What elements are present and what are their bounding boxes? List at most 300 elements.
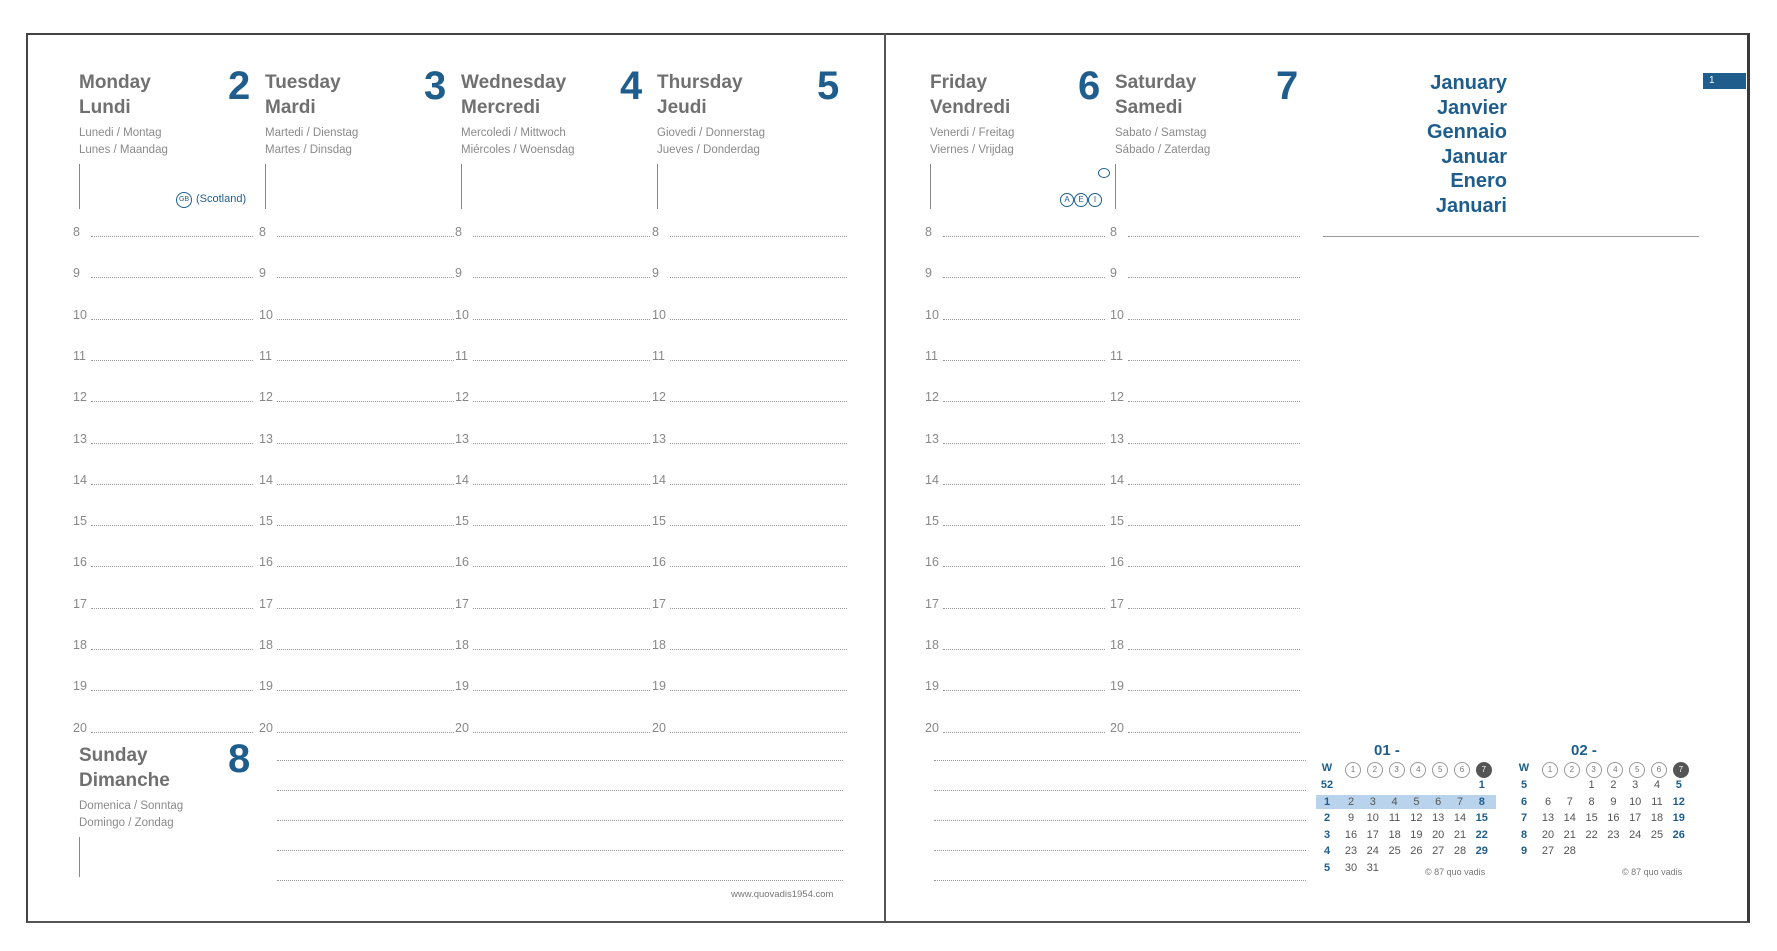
hour-label: 17 bbox=[259, 596, 273, 611]
hour-row-9[interactable] bbox=[259, 266, 454, 280]
calendar-day[interactable]: 21 bbox=[1563, 828, 1576, 841]
writing-line[interactable] bbox=[943, 732, 1105, 733]
writing-line[interactable] bbox=[473, 484, 650, 485]
hour-label: 11 bbox=[925, 348, 938, 363]
writing-line[interactable] bbox=[1128, 649, 1300, 650]
writing-line[interactable] bbox=[91, 525, 253, 526]
writing-line[interactable] bbox=[670, 401, 847, 402]
hour-row-8[interactable] bbox=[925, 225, 1105, 239]
hour-row-18[interactable] bbox=[925, 638, 1105, 652]
month-name: Januar bbox=[1441, 145, 1507, 168]
writing-line[interactable] bbox=[473, 401, 650, 402]
calendar-day[interactable]: 6 bbox=[1435, 795, 1442, 808]
calendar-day[interactable]: 9 bbox=[1610, 795, 1617, 808]
calendar-day[interactable]: 1 bbox=[1478, 779, 1485, 791]
writing-line[interactable] bbox=[943, 277, 1105, 278]
hour-label: 20 bbox=[1110, 720, 1124, 735]
hour-label: 14 bbox=[1110, 472, 1124, 487]
hour-row-17[interactable] bbox=[925, 597, 1105, 611]
calendar-day[interactable]: 6 bbox=[1544, 795, 1552, 808]
hour-label: 10 bbox=[652, 307, 666, 322]
month-tab[interactable]: 1 bbox=[1703, 73, 1746, 89]
hour-label: 13 bbox=[455, 431, 469, 446]
hour-label: 14 bbox=[455, 472, 469, 487]
calendar-day[interactable]: 13 bbox=[1541, 812, 1555, 824]
hour-row-12[interactable] bbox=[925, 390, 1105, 404]
hour-row-17[interactable] bbox=[73, 597, 253, 611]
day-name-it-de: Giovedi / Donnerstag bbox=[657, 127, 766, 139]
writing-line[interactable] bbox=[1128, 319, 1300, 320]
hour-row-15[interactable] bbox=[1110, 514, 1300, 528]
hour-row-16[interactable] bbox=[652, 555, 847, 569]
writing-line[interactable] bbox=[91, 277, 253, 278]
hour-row-11[interactable] bbox=[455, 349, 650, 363]
day-name-fr: Samedi bbox=[1115, 97, 1183, 118]
calendar-day[interactable]: 14 bbox=[1453, 812, 1467, 824]
hour-row-10[interactable] bbox=[925, 308, 1105, 322]
hour-row-19[interactable] bbox=[455, 679, 650, 693]
writing-line[interactable] bbox=[670, 236, 847, 237]
hour-row-12[interactable] bbox=[455, 390, 650, 404]
calendar-day[interactable]: 7 bbox=[1566, 795, 1573, 808]
writing-line[interactable] bbox=[943, 484, 1105, 485]
sunday-writing-line[interactable] bbox=[277, 790, 843, 791]
writing-line[interactable] bbox=[91, 732, 253, 733]
day-name-fr: Jeudi bbox=[657, 97, 707, 118]
hour-row-10[interactable] bbox=[259, 308, 454, 322]
calendar-day[interactable]: 11 bbox=[1651, 795, 1663, 808]
hour-label: 8 bbox=[1110, 225, 1117, 239]
hour-row-16[interactable] bbox=[1110, 555, 1300, 569]
writing-line[interactable] bbox=[943, 319, 1105, 320]
writing-line[interactable] bbox=[473, 608, 650, 609]
writing-line[interactable] bbox=[943, 236, 1105, 237]
writing-line[interactable] bbox=[670, 484, 847, 485]
hour-label: 20 bbox=[652, 720, 666, 735]
hour-row-10[interactable] bbox=[1110, 308, 1300, 322]
hour-row-13[interactable] bbox=[652, 432, 847, 446]
writing-line[interactable] bbox=[277, 566, 454, 567]
writing-line[interactable] bbox=[91, 401, 253, 402]
hour-row-20[interactable] bbox=[259, 721, 454, 735]
saint-icon: A bbox=[1060, 193, 1074, 207]
hour-row-20[interactable] bbox=[455, 721, 650, 735]
hour-label: 12 bbox=[652, 390, 666, 405]
writing-line[interactable] bbox=[91, 443, 253, 444]
writing-line[interactable] bbox=[1128, 525, 1300, 526]
hour-label: 17 bbox=[925, 596, 939, 611]
calendar-day[interactable]: 5 bbox=[1675, 779, 1682, 791]
day-name-it-de: Martedi / Dienstag bbox=[265, 127, 359, 139]
week-label: W bbox=[1321, 762, 1333, 774]
writing-line[interactable] bbox=[670, 319, 847, 320]
mini-calendar-2 bbox=[1517, 742, 1707, 882]
weekday-header: 3 bbox=[1389, 762, 1405, 778]
hour-row-20[interactable] bbox=[925, 721, 1105, 735]
calendar-day[interactable]: 16 bbox=[1344, 828, 1358, 841]
hour-row-17[interactable] bbox=[1110, 597, 1300, 611]
writing-line[interactable] bbox=[1128, 608, 1300, 609]
writing-line[interactable] bbox=[670, 732, 847, 733]
day-name-es-nl: Viernes / Vrijdag bbox=[930, 144, 1014, 156]
sunday-writing-line[interactable] bbox=[277, 850, 843, 851]
writing-line[interactable] bbox=[943, 649, 1105, 650]
writing-line[interactable] bbox=[943, 401, 1105, 402]
writing-line[interactable] bbox=[473, 319, 650, 320]
calendar-day[interactable]: 28 bbox=[1453, 845, 1467, 857]
hour-label: 8 bbox=[652, 225, 659, 239]
calendar-day[interactable]: 12 bbox=[1410, 812, 1423, 824]
hour-label: 18 bbox=[259, 638, 273, 652]
hour-row-11[interactable] bbox=[652, 349, 847, 363]
writing-line[interactable] bbox=[670, 690, 847, 691]
writing-line[interactable] bbox=[1128, 690, 1300, 691]
hour-row-8[interactable] bbox=[1110, 225, 1300, 239]
hour-label: 8 bbox=[73, 225, 80, 239]
hour-row-15[interactable] bbox=[925, 514, 1105, 528]
calendar-day[interactable]: 29 bbox=[1475, 845, 1488, 857]
hour-row-13[interactable] bbox=[73, 432, 253, 446]
week-number: 5 bbox=[1520, 779, 1528, 791]
calendar-day[interactable]: 28 bbox=[1563, 845, 1576, 857]
hour-row-14[interactable] bbox=[259, 473, 454, 487]
hour-row-15[interactable] bbox=[455, 514, 650, 528]
writing-line[interactable] bbox=[943, 608, 1105, 609]
hour-label: 12 bbox=[925, 390, 939, 405]
writing-line[interactable] bbox=[277, 443, 454, 444]
hour-row-14[interactable] bbox=[73, 473, 253, 487]
calendar-day[interactable]: 31 bbox=[1366, 861, 1379, 874]
calendar-day[interactable]: 15 bbox=[1585, 812, 1598, 824]
calendar-day[interactable]: 7 bbox=[1456, 795, 1464, 808]
calendar-day[interactable]: 15 bbox=[1475, 812, 1488, 824]
hour-row-19[interactable] bbox=[73, 679, 253, 693]
calendar-day[interactable]: 21 bbox=[1453, 828, 1467, 841]
calendar-day[interactable]: 19 bbox=[1410, 828, 1423, 841]
week-number: 7 bbox=[1520, 812, 1528, 824]
writing-line[interactable] bbox=[670, 525, 847, 526]
writing-line[interactable] bbox=[670, 360, 847, 361]
calendar-day[interactable]: 24 bbox=[1629, 828, 1642, 841]
month-name: Enero bbox=[1450, 170, 1507, 192]
sunday-writing-line[interactable] bbox=[277, 820, 843, 821]
hour-row-16[interactable] bbox=[925, 555, 1105, 569]
calendar-day[interactable]: 23 bbox=[1344, 845, 1358, 857]
calendar-day[interactable]: 19 bbox=[1672, 812, 1685, 824]
hour-row-12[interactable] bbox=[73, 390, 253, 404]
hour-label: 17 bbox=[73, 596, 87, 611]
hour-label: 12 bbox=[259, 390, 273, 405]
writing-line[interactable] bbox=[473, 277, 650, 278]
calendar-day[interactable]: 20 bbox=[1432, 828, 1445, 841]
hour-label: 14 bbox=[73, 472, 87, 487]
writing-line[interactable] bbox=[91, 319, 253, 320]
writing-line[interactable] bbox=[670, 277, 847, 278]
hour-label: 14 bbox=[652, 472, 666, 487]
writing-line[interactable] bbox=[1128, 566, 1300, 567]
writing-line[interactable] bbox=[277, 484, 454, 485]
hour-row-18[interactable] bbox=[652, 638, 847, 652]
hour-label: 18 bbox=[925, 638, 939, 652]
hour-label: 12 bbox=[1110, 390, 1124, 405]
writing-line[interactable] bbox=[670, 566, 847, 567]
writing-line[interactable] bbox=[1128, 732, 1300, 733]
hour-row-14[interactable] bbox=[1110, 473, 1300, 487]
notes-writing-line[interactable] bbox=[934, 790, 1306, 791]
calendar-day[interactable]: 27 bbox=[1541, 845, 1555, 857]
hour-label: 9 bbox=[455, 266, 462, 281]
day-name-en: Sunday bbox=[79, 745, 148, 766]
hour-row-13[interactable] bbox=[455, 432, 650, 446]
hour-row-9[interactable] bbox=[455, 266, 650, 280]
day-name-en: Thursday bbox=[657, 72, 743, 93]
hour-row-17[interactable] bbox=[259, 597, 454, 611]
writing-line[interactable] bbox=[473, 649, 650, 650]
writing-line[interactable] bbox=[1128, 277, 1300, 278]
hour-label: 17 bbox=[652, 596, 666, 611]
writing-line[interactable] bbox=[473, 566, 650, 567]
writing-line[interactable] bbox=[277, 649, 454, 650]
hour-row-10[interactable] bbox=[455, 308, 650, 322]
hour-label: 9 bbox=[1110, 266, 1117, 281]
hour-row-18[interactable] bbox=[73, 638, 253, 652]
calendar-day[interactable]: 12 bbox=[1672, 795, 1685, 808]
hour-row-9[interactable] bbox=[925, 266, 1105, 280]
calendar-day[interactable]: 30 bbox=[1344, 861, 1358, 874]
calendar-day[interactable]: 27 bbox=[1432, 845, 1445, 857]
calendar-day[interactable]: 10 bbox=[1629, 795, 1642, 808]
writing-line[interactable] bbox=[91, 649, 253, 650]
day-name-it-de: Mercoledi / Mittwoch bbox=[461, 127, 566, 139]
writing-line[interactable] bbox=[670, 608, 847, 609]
writing-line[interactable] bbox=[473, 360, 650, 361]
hour-row-15[interactable] bbox=[73, 514, 253, 528]
hour-row-9[interactable] bbox=[652, 266, 847, 280]
calendar-day[interactable]: 2 bbox=[1610, 779, 1617, 791]
writing-line[interactable] bbox=[1128, 360, 1300, 361]
week-number: 6 bbox=[1520, 795, 1528, 808]
hour-row-15[interactable] bbox=[652, 514, 847, 528]
date-number-value: 6 bbox=[1078, 64, 1101, 108]
hour-row-9[interactable] bbox=[1110, 266, 1300, 280]
calendar-day[interactable]: 18 bbox=[1650, 812, 1664, 824]
calendar-day[interactable]: 8 bbox=[1588, 795, 1595, 808]
writing-line[interactable] bbox=[670, 649, 847, 650]
notes-writing-line[interactable] bbox=[934, 760, 1306, 761]
weekday-header: 6 bbox=[1651, 762, 1667, 778]
hour-row-14[interactable] bbox=[652, 473, 847, 487]
hour-row-11[interactable] bbox=[925, 349, 1105, 363]
writing-line[interactable] bbox=[277, 525, 454, 526]
hour-row-17[interactable] bbox=[652, 597, 847, 611]
calendar-day[interactable]: 3 bbox=[1369, 795, 1376, 808]
calendar-day[interactable]: 4 bbox=[1653, 779, 1661, 791]
calendar-day[interactable]: 24 bbox=[1366, 845, 1379, 857]
hour-row-8[interactable] bbox=[455, 225, 650, 239]
writing-line[interactable] bbox=[1128, 236, 1300, 237]
day-name-es-nl: Martes / Dinsdag bbox=[265, 144, 352, 156]
writing-line[interactable] bbox=[91, 608, 253, 609]
hour-label: 14 bbox=[925, 472, 939, 487]
writing-line[interactable] bbox=[473, 236, 650, 237]
calendar-day[interactable]: 2 bbox=[1347, 795, 1355, 808]
hour-row-10[interactable] bbox=[73, 308, 253, 322]
writing-line[interactable] bbox=[277, 319, 454, 320]
writing-line[interactable] bbox=[1128, 443, 1300, 444]
writing-line[interactable] bbox=[943, 525, 1105, 526]
hour-row-8[interactable] bbox=[652, 225, 847, 239]
writing-line[interactable] bbox=[277, 277, 454, 278]
calendar-title: 01 - bbox=[1374, 742, 1400, 759]
date-number-value: 8 bbox=[228, 737, 251, 781]
hour-row-15[interactable] bbox=[259, 514, 454, 528]
writing-line[interactable] bbox=[473, 732, 650, 733]
hour-row-11[interactable] bbox=[73, 349, 253, 363]
week-number: 52 bbox=[1320, 779, 1334, 791]
writing-line[interactable] bbox=[943, 690, 1105, 691]
hour-label: 15 bbox=[1110, 514, 1124, 529]
writing-line[interactable] bbox=[91, 484, 253, 485]
hour-row-20[interactable] bbox=[1110, 721, 1300, 735]
hour-row-13[interactable] bbox=[1110, 432, 1300, 446]
writing-line[interactable] bbox=[670, 443, 847, 444]
hour-label: 19 bbox=[73, 679, 87, 694]
footer-url: www.quovadis1954.com bbox=[731, 889, 834, 900]
writing-line[interactable] bbox=[91, 566, 253, 567]
hour-row-19[interactable] bbox=[652, 679, 847, 693]
day-divider bbox=[930, 164, 931, 209]
hour-row-8[interactable] bbox=[73, 225, 253, 239]
calendar-day[interactable]: 10 bbox=[1366, 812, 1379, 824]
writing-line[interactable] bbox=[943, 566, 1105, 567]
writing-line[interactable] bbox=[277, 690, 454, 691]
hour-label: 10 bbox=[1110, 307, 1124, 322]
calendar-day[interactable]: 17 bbox=[1366, 828, 1379, 841]
calendar-day[interactable]: 14 bbox=[1563, 812, 1576, 824]
month-rule bbox=[1323, 236, 1699, 237]
hour-label: 19 bbox=[1110, 679, 1124, 694]
hour-label: 19 bbox=[925, 679, 939, 694]
hour-row-12[interactable] bbox=[652, 390, 847, 404]
hour-row-11[interactable] bbox=[259, 349, 454, 363]
notes-writing-line[interactable] bbox=[934, 880, 1306, 881]
writing-line[interactable] bbox=[277, 732, 454, 733]
hour-row-14[interactable] bbox=[925, 473, 1105, 487]
calendar-day[interactable]: 9 bbox=[1347, 812, 1355, 824]
calendar-day[interactable]: 16 bbox=[1607, 812, 1620, 824]
calendar-day[interactable]: 17 bbox=[1629, 812, 1642, 824]
writing-line[interactable] bbox=[91, 360, 253, 361]
spine-divider bbox=[884, 33, 886, 923]
hour-row-11[interactable] bbox=[1110, 349, 1300, 363]
hour-label: 15 bbox=[925, 514, 939, 529]
hour-row-13[interactable] bbox=[925, 432, 1105, 446]
calendar-day[interactable]: 4 bbox=[1391, 795, 1398, 808]
writing-line[interactable] bbox=[91, 236, 253, 237]
calendar-day[interactable]: 18 bbox=[1388, 828, 1401, 841]
calendar-day[interactable]: 20 bbox=[1541, 828, 1555, 841]
hour-row-16[interactable] bbox=[73, 555, 253, 569]
day-divider bbox=[79, 164, 80, 209]
hour-row-20[interactable] bbox=[652, 721, 847, 735]
calendar-day[interactable]: 23 bbox=[1607, 828, 1620, 841]
calendar-day[interactable]: 22 bbox=[1585, 828, 1598, 841]
writing-line[interactable] bbox=[1128, 401, 1300, 402]
writing-line[interactable] bbox=[1128, 484, 1300, 485]
calendar-day[interactable]: 25 bbox=[1388, 845, 1401, 857]
hour-row-13[interactable] bbox=[259, 432, 454, 446]
hour-row-10[interactable] bbox=[652, 308, 847, 322]
writing-line[interactable] bbox=[943, 360, 1105, 361]
writing-line[interactable] bbox=[277, 401, 454, 402]
hour-label: 15 bbox=[652, 514, 666, 529]
notes-writing-line[interactable] bbox=[934, 820, 1306, 821]
calendar-day[interactable]: 1 bbox=[1588, 779, 1595, 791]
writing-line[interactable] bbox=[473, 690, 650, 691]
hour-row-18[interactable] bbox=[455, 638, 650, 652]
calendar-day[interactable]: 11 bbox=[1388, 812, 1401, 824]
hour-row-18[interactable] bbox=[259, 638, 454, 652]
week-number: 5 bbox=[1323, 861, 1331, 874]
hour-row-18[interactable] bbox=[1110, 638, 1300, 652]
hour-row-16[interactable] bbox=[455, 555, 650, 569]
writing-line[interactable] bbox=[277, 236, 454, 237]
hour-label: 19 bbox=[455, 679, 469, 694]
hour-row-9[interactable] bbox=[73, 266, 253, 280]
hour-row-14[interactable] bbox=[455, 473, 650, 487]
writing-line[interactable] bbox=[943, 443, 1105, 444]
hour-label: 8 bbox=[259, 225, 266, 239]
hour-label: 10 bbox=[455, 307, 469, 322]
hour-label: 14 bbox=[259, 472, 273, 487]
hour-row-19[interactable] bbox=[1110, 679, 1300, 693]
calendar-day[interactable]: 25 bbox=[1650, 828, 1664, 841]
day-name-en: Monday bbox=[79, 72, 151, 93]
calendar-day[interactable]: 8 bbox=[1478, 795, 1485, 808]
writing-line[interactable] bbox=[277, 360, 454, 361]
calendar-day[interactable]: 3 bbox=[1632, 779, 1639, 791]
writing-line[interactable] bbox=[473, 525, 650, 526]
hour-label: 16 bbox=[73, 555, 87, 570]
notes-writing-line[interactable] bbox=[934, 850, 1306, 851]
calendar-day[interactable]: 5 bbox=[1413, 795, 1420, 808]
hour-row-17[interactable] bbox=[455, 597, 650, 611]
calendar-day[interactable]: 22 bbox=[1475, 828, 1488, 841]
hour-row-19[interactable] bbox=[925, 679, 1105, 693]
month-name: Janvier bbox=[1436, 96, 1507, 119]
sunday-writing-line[interactable] bbox=[277, 880, 843, 881]
hour-row-20[interactable] bbox=[73, 721, 253, 735]
calendar-day[interactable]: 13 bbox=[1432, 812, 1445, 824]
saint-icon: E bbox=[1074, 193, 1088, 207]
hour-label: 16 bbox=[652, 555, 666, 570]
calendar-day[interactable]: 26 bbox=[1672, 828, 1685, 841]
writing-line[interactable] bbox=[91, 690, 253, 691]
hour-row-8[interactable] bbox=[259, 225, 454, 239]
date-number-value: 5 bbox=[817, 64, 840, 108]
hour-row-19[interactable] bbox=[259, 679, 454, 693]
hour-row-16[interactable] bbox=[259, 555, 454, 569]
writing-line[interactable] bbox=[277, 608, 454, 609]
hour-label: 11 bbox=[1110, 348, 1123, 363]
hour-row-12[interactable] bbox=[259, 390, 454, 404]
hour-row-12[interactable] bbox=[1110, 390, 1300, 404]
sunday-writing-line[interactable] bbox=[277, 760, 843, 761]
hour-label: 18 bbox=[73, 638, 87, 652]
date-number-value: 2 bbox=[228, 64, 251, 108]
writing-line[interactable] bbox=[473, 443, 650, 444]
calendar-day[interactable]: 26 bbox=[1410, 845, 1423, 857]
